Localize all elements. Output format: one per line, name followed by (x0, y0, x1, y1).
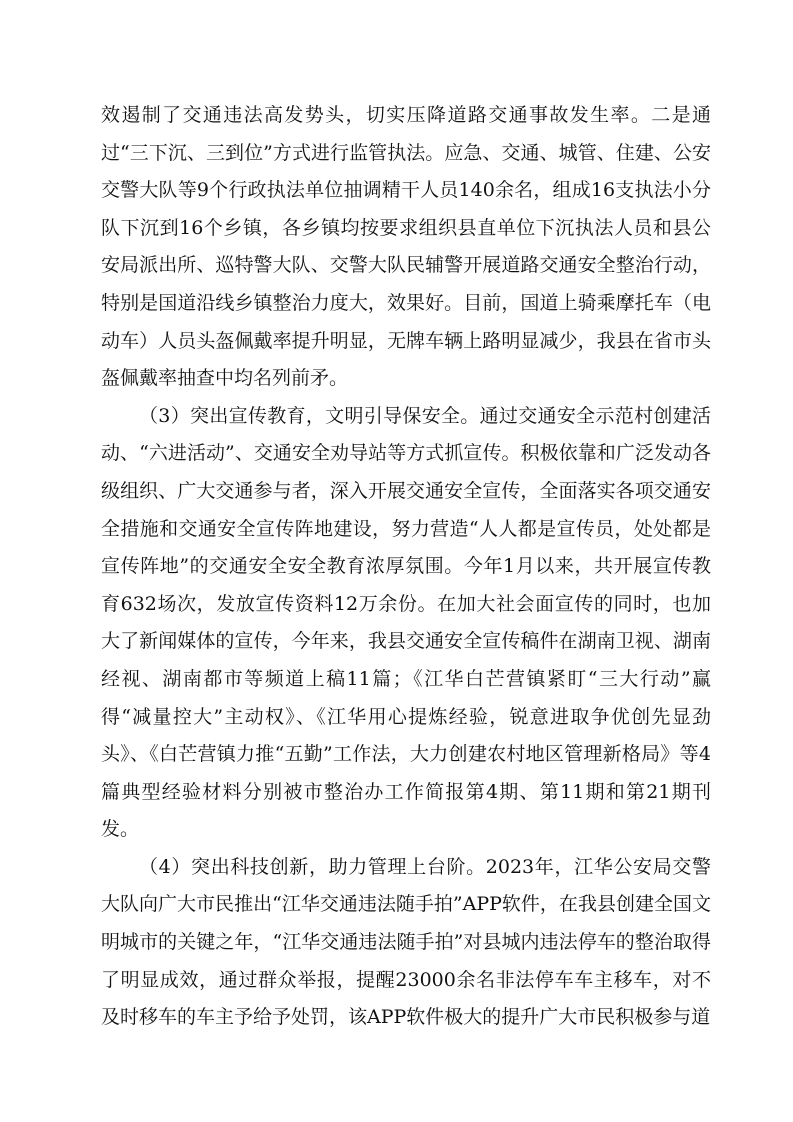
paragraph-1: 效遏制了交通违法高发势头，切实压降道路交通事故发生率。二是通过“三下沉、三到位”方式进行监管执法。应急、交通、城管、住建、公安交警大队等9个行政执法单位抽调精干人员140余名，组成16支执法小分队下沉到16个乡镇，各乡镇均按要求组织县直单位下沉执法人员和县公安局派出所、巡特警大队、交警大队民辅警开展道路交通安全整治行动，特别是国道沿线乡镇整治力度大，效果好。目前，国道上骑乘摩托车（电动车）人员头盔佩戴率提升明显，无牌车辆上路明显减少，我县在省市头盔佩戴率抽查中均名列前矛。 (101, 104, 711, 390)
paragraph-2: （3）突出宣传教育，文明引导保安全。通过交通安全示范村创建活动、“六进活动”、交通安全劝导站等方式抓宣传。积极依靠和广泛发动各级组织、广大交通参与者，深入开展交通安全宣传，全面落实各项交通安全措施和交通安全宣传阵地建设，努力营造“人人都是宣传员，处处都是宣传阵地”的交通安全安全教育浓厚氛围。今年1月以来，共开展宣传教育632场次，发放宣传资料12万余份。在加大社会面宣传的同时，也加大了新闻媒体的宣传，今年来，我县交通安全宣传稿件在湖南卫视、湖南经视、湖南都市等频道上稿11篇；《江华白芒营镇紧盯“三大行动”赢得“减量控大”主动权》、《江华用心提炼经验，锐意进取争优创先显劲头》、《白芒营镇力推“五勤”工作法，大力创建农村地区管理新格局》等4篇典型经验材料分别被市整治办工作简报第4期、第11期和第21期刊发。 (101, 404, 711, 841)
paragraph-3: （4）突出科技创新，助力管理上台阶。2023年，江华公安局交警大队向广大市民推出“江华交通违法随手拍”APP软件，在我县创建全国文明城市的关键之年，“江华交通违法随手拍”对县城内违法停车的整治取得了明显成效，通过群众举报，提醒23000余名非法停车车主移车，对不及时移车的车主予给予处罚，该APP软件极大的提升广大市民积极参与道 (101, 855, 711, 1029)
document-body (101, 97, 711, 1037)
